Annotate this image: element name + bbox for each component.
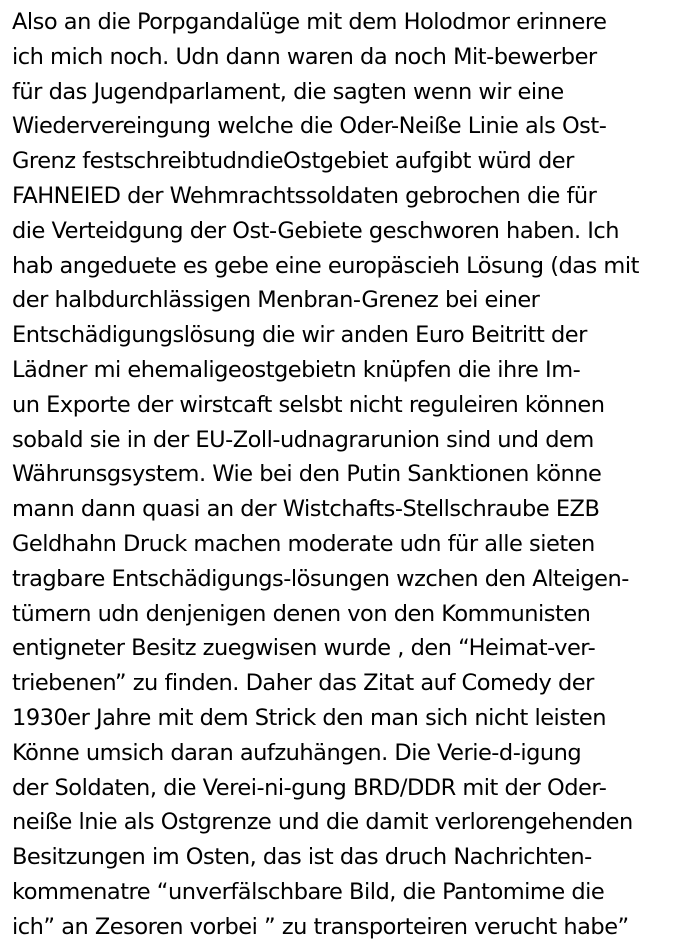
text-line: Wiedervereingung welche die Oder-Neiße Linie als Ost- [12, 113, 607, 140]
text-line: Währunsgsystem. Wie bei den Putin Sanktionen könne [12, 461, 602, 488]
text-line: mann dann quasi an der Wistchafts-Stellschraube EZB [12, 496, 600, 523]
text-line: sobald sie in der EU-Zoll-udnagrarunion sind und dem [12, 426, 594, 453]
text-line: un Exporte der wirstcaft selsbt nicht reguleiren können [12, 391, 605, 418]
text-line: Also an die Porpgandalüge mit dem Holodmor erinnere [12, 9, 607, 35]
text-line: die Verteidgung der Ost-Gebiete geschworen haben. Ich [12, 217, 620, 244]
text-line: entigneter Besitz zuegwisen wurde , den “Heimat-ver- [12, 635, 596, 662]
body-text [12, 5, 680, 945]
text-line: der halbdurchlässigen Menbran-Grenez bei einer [12, 287, 540, 314]
text-line: hab angeduete es gebe eine europäscieh Lösung (das mit [12, 252, 639, 279]
text-line: tragbare Entschädigungs-lösungen wzchen den Alteigen- [12, 565, 629, 592]
text-line: Besitzungen im Osten, das ist das druch Nachrichten- [12, 844, 592, 871]
text-line: für das Jugendparlament, die sagten wenn wir eine [12, 78, 564, 105]
text-line: kommenatre “unverfälschbare Bild, die Pantomime die [12, 878, 605, 905]
text-line: ich mich noch. Udn dann waren da noch Mit-bewerber [12, 43, 597, 70]
text-line: Geldhahn Druck machen moderate udn für alle sieten [12, 530, 595, 557]
text-line: Grenz festschreibtudndieOstgebiet aufgibt würd der [12, 148, 574, 175]
text-line: FAHNEIED der Wehmrachtssoldaten gebrochen die für [12, 182, 597, 209]
text-line: der Soldaten, die Verei-ni-gung BRD/DDR mit der Oder- [12, 774, 607, 801]
text-line: 1930er Jahre mit dem Strick den man sich nicht leisten [12, 704, 606, 731]
text-line: tümern udn denjenigen denen von den Kommunisten [12, 600, 591, 627]
text-line: triebenen” zu finden. Daher das Zitat auf Comedy der [12, 670, 594, 697]
text-line: Könne umsich daran aufzuhängen. Die Verie-d-igung [12, 739, 582, 766]
text-line: ich” an Zesoren vorbei ” zu transporteiren verucht habe” [12, 913, 629, 940]
text-line: Entschädigungslösung die wir anden Euro Beitritt der [12, 322, 587, 349]
text-line: neiße lnie als Ostgrenze und die damit verlorengehenden [12, 809, 633, 836]
text-line: Lädner mi ehemaligeostgebietn knüpfen die ihre Im- [12, 356, 581, 383]
